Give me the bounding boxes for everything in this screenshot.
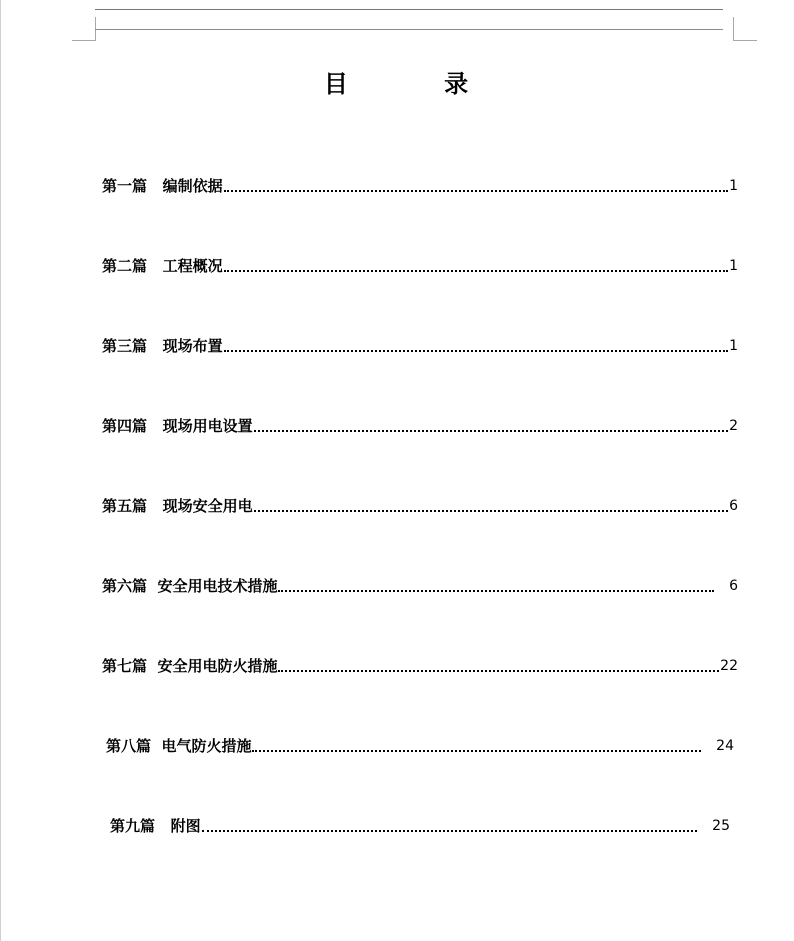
page-left-edge — [0, 0, 1, 941]
toc-entry[interactable] — [102, 336, 738, 356]
toc-entry[interactable] — [102, 176, 738, 196]
crop-mark — [72, 40, 96, 41]
toc-page-number: 1 — [729, 258, 738, 274]
toc-entry-label: 第二篇 工程概况 — [102, 257, 223, 275]
crop-mark — [733, 17, 734, 41]
toc-page-number: 1 — [729, 178, 738, 194]
toc-leader-dots — [252, 750, 701, 752]
toc-page-number: 6 — [729, 498, 738, 514]
crop-mark — [733, 40, 757, 41]
header-rule — [95, 9, 723, 10]
toc-entry-label: 第三篇 现场布置 — [102, 337, 223, 355]
toc-entry[interactable] — [102, 496, 738, 516]
toc-entry-label: 第八篇 电气防火措施 — [106, 737, 252, 755]
crop-mark — [95, 29, 723, 30]
toc-leader-dots — [254, 510, 728, 512]
toc-entry-label: 第一篇 编制依据 — [102, 177, 223, 195]
page-title — [0, 66, 794, 102]
toc-entry[interactable] — [110, 816, 730, 836]
toc-entry-label: 第六篇 安全用电技术措施 — [102, 577, 278, 595]
toc-entry[interactable] — [102, 256, 738, 276]
toc-entry[interactable] — [102, 576, 738, 596]
toc-entry[interactable] — [102, 656, 738, 676]
toc-leader-dots — [224, 190, 728, 192]
toc-leader-dots — [278, 590, 714, 592]
toc-entry[interactable] — [102, 416, 738, 436]
toc-entry[interactable] — [106, 736, 734, 756]
toc-page-number: 2 — [729, 418, 738, 434]
toc-page-number: 6 — [720, 578, 738, 594]
toc-leader-dots — [278, 670, 719, 672]
toc-entry-label: 第七篇 安全用电防火措施 — [102, 657, 278, 675]
toc-leader-dots — [224, 350, 728, 352]
toc-entry-label: 第四篇 现场用电设置 — [102, 417, 253, 435]
toc-leader-dots — [254, 430, 728, 432]
title-char: 目 — [323, 69, 350, 98]
toc-entry-label: 第九篇 附图 — [110, 817, 201, 835]
toc-page-number: 25 — [703, 818, 730, 834]
toc-entry-label: 第五篇 现场安全用电 — [102, 497, 253, 515]
toc-page-number: 22 — [720, 658, 738, 674]
toc-leader-dots — [224, 270, 728, 272]
toc-page-number: 1 — [729, 338, 738, 354]
toc-page-number: 24 — [707, 738, 734, 754]
title-char: 录 — [444, 69, 471, 98]
toc-leader-dots — [202, 830, 698, 832]
